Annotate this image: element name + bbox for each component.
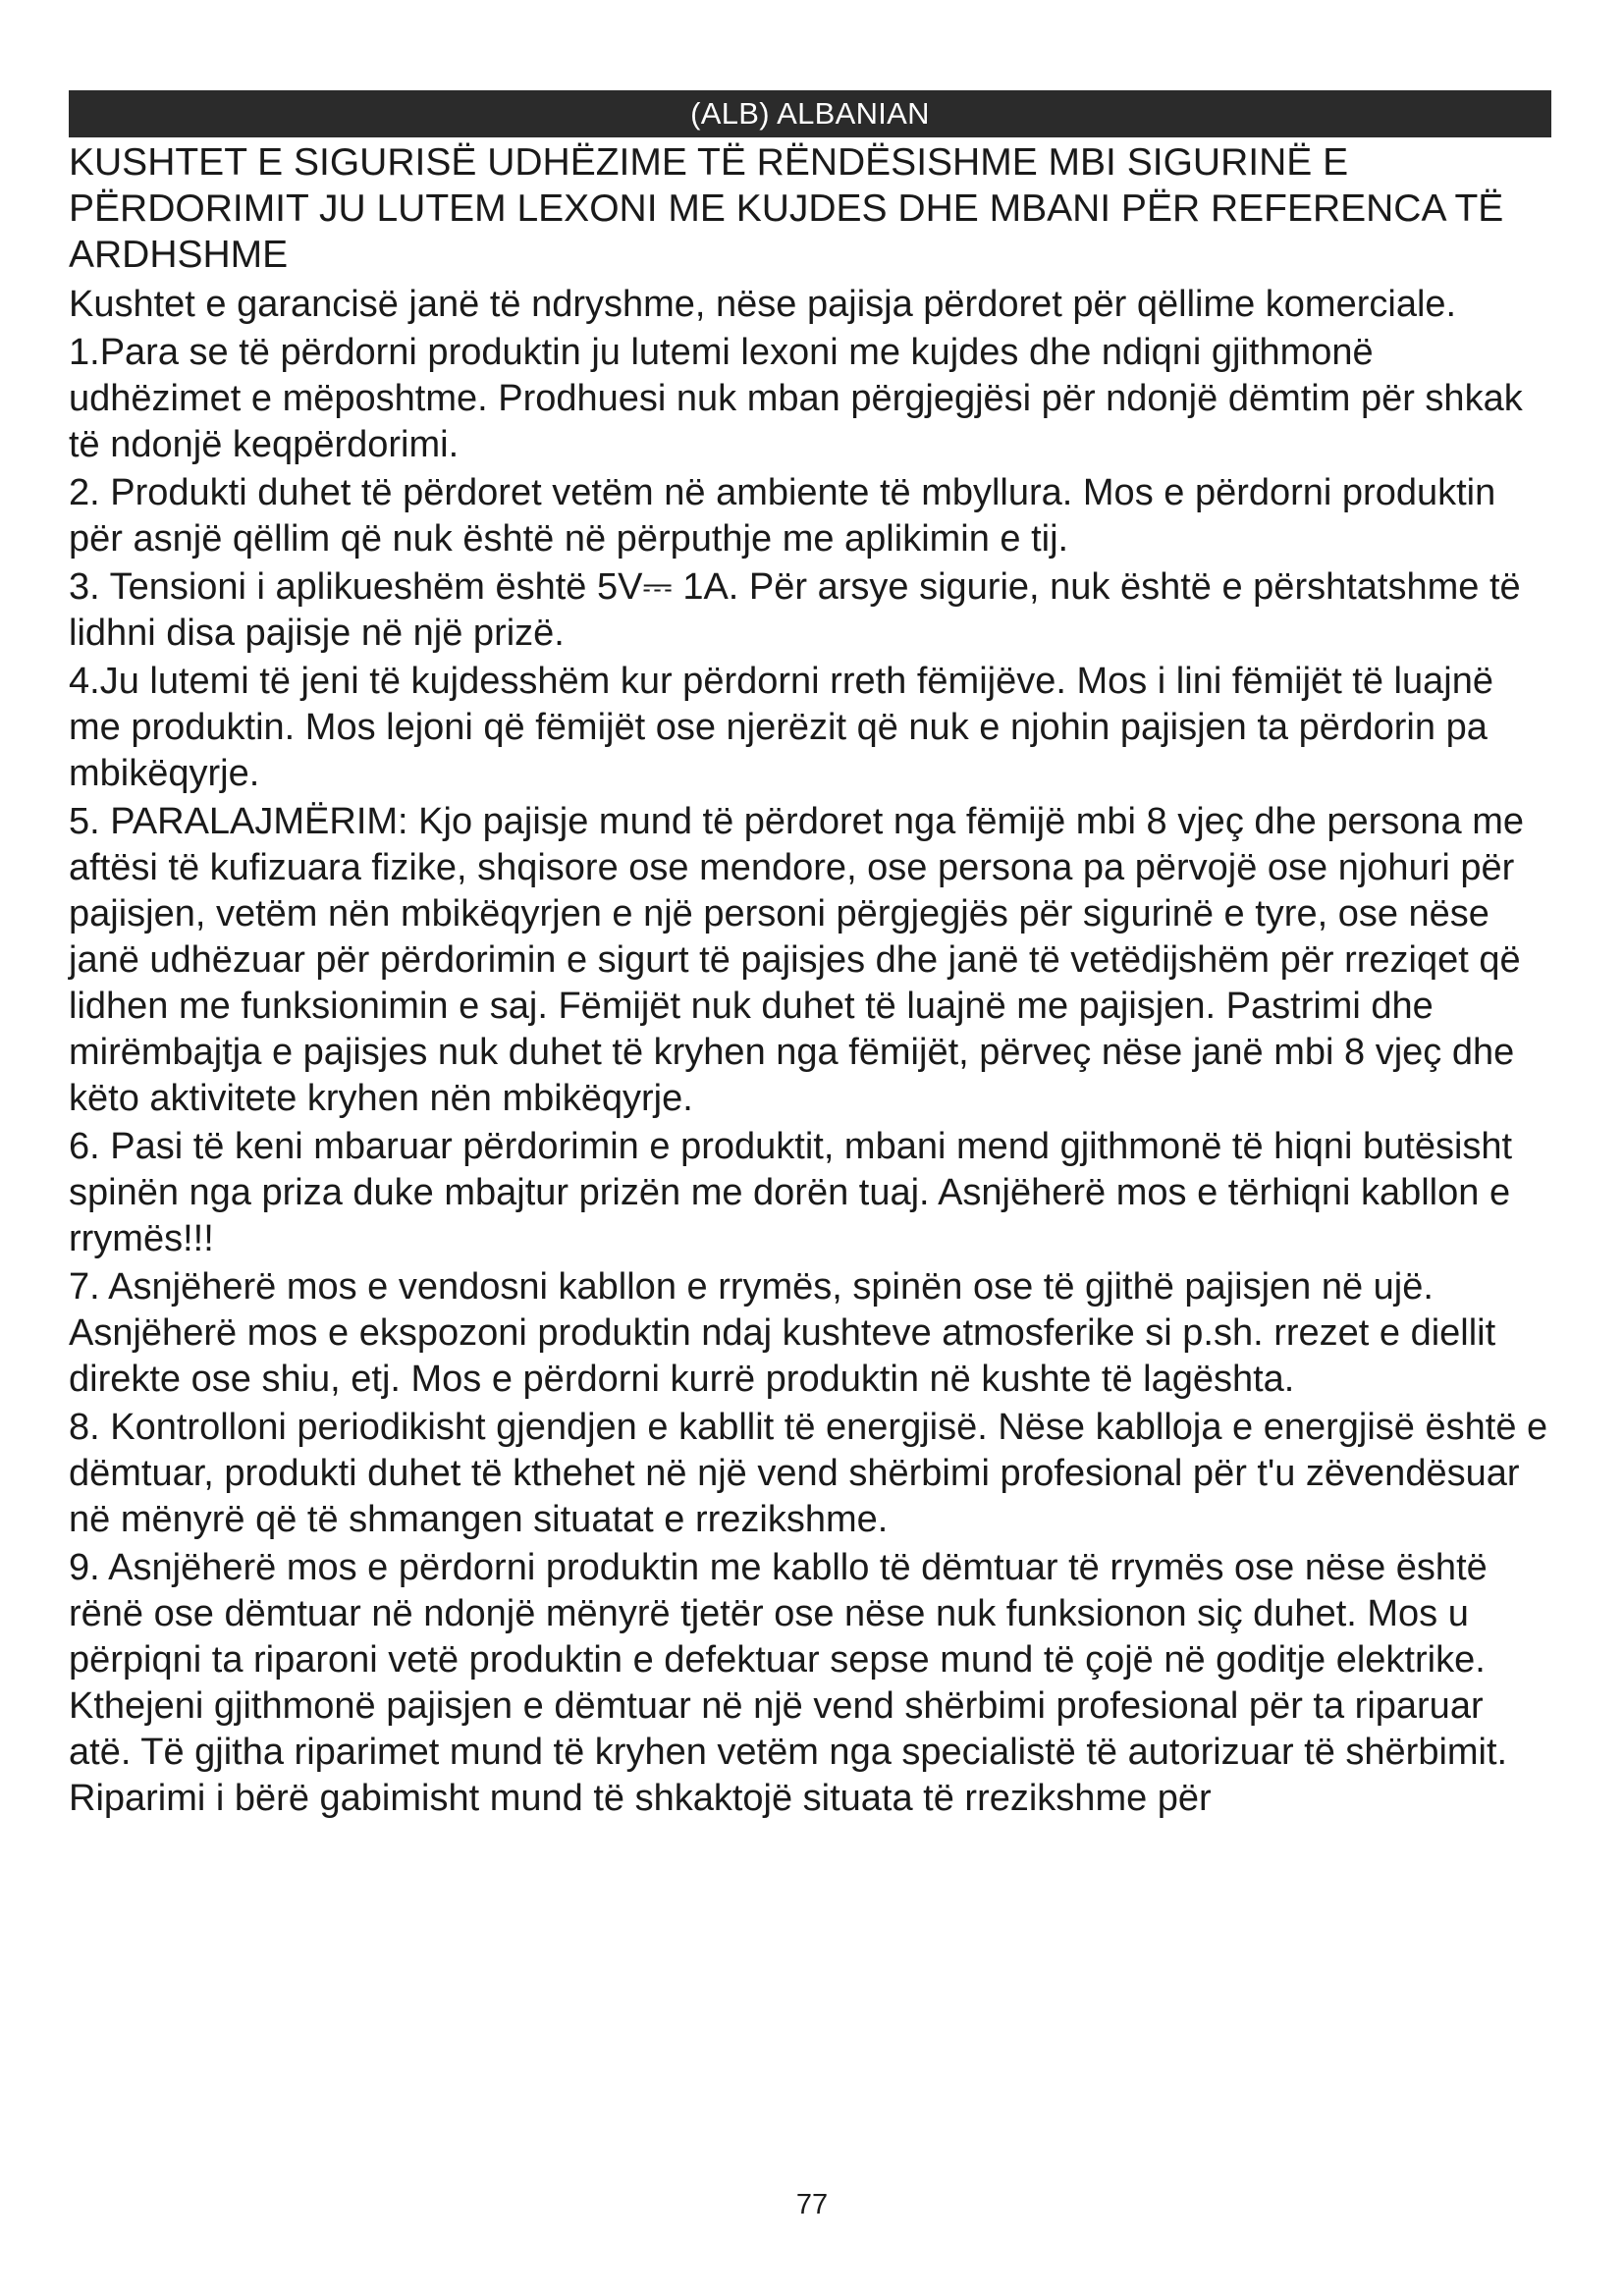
paragraph-item-6: 6. Pasi të keni mbaruar përdorimin e produktit, mbani mend gjithmonë të hiqni butësisht spinën nga priza duke mbajtur prizën me dorën tuaj. Asnjëherë mos e tërhiqni kabllon e rrymës!!! [69, 1126, 1513, 1259]
paragraph-item-3: 3. Tensioni i aplikueshëm është 5V⎓ 1A. Për arsye sigurie, nuk është e përshtatshme të lidhni disa pajisje në një prizë. [69, 566, 1521, 654]
safety-heading: KUSHTET E SIGURISË UDHËZIME TË RËNDËSISHME MBI SIGURINË E PËRDORIMIT JU LUTEM LEXONI ME KUJDES DHE MBANI PËR REFERENCA TË ARDHSHME [69, 141, 1504, 276]
paragraph-item-7: 7. Asnjëherë mos e vendosni kabllon e rrymës, spinën ose të gjithë pajisjen në ujë. Asnjëherë mos e ekspozoni produktin ndaj kushteve atmosferike si p.sh. rrezet e diellit direkte ose shiu, etj. Mos e përdorni kurrë produktin në kushte të lagështa. [69, 1266, 1496, 1400]
paragraph-item-4: 4.Ju lutemi të jeni të kujdesshëm kur përdorni rreth fëmijëve. Mos i lini fëmijët të luajnë me produktin. Mos lejoni që fëmijët ose njerëzit që nuk e njohin pajisjen ta përdorin pa mbikëqyrje. [69, 661, 1493, 794]
paragraph-item-8: 8. Kontrolloni periodikisht gjendjen e kabllit të energjisë. Nëse kablloja e energjisë është e dëmtuar, produkti duhet të kthehet në një vend shërbimi profesional për t'u zëvendësuar në mënyrë që të shmangen situatat e rrezikshme. [69, 1407, 1548, 1540]
manual-page [69, 90, 1551, 1824]
page-number: 77 [795, 2189, 829, 2220]
paragraph-item-1: 1.Para se të përdorni produktin ju lutemi lexoni me kujdes dhe ndiqni gjithmonë udhëzimet e mëposhtme. Prodhuesi nuk mban përgjegjësi për ndonjë dëmtim për shkak të ndonjë keqpërdorimi. [69, 332, 1523, 465]
paragraph-item-2: 2. Produkti duhet të përdoret vetëm në ambiente të mbyllura. Mos e përdorni produktin për asnjë qëllim që nuk është në përputhje me aplikimin e tij. [69, 472, 1496, 560]
paragraph-item-9: 9. Asnjëherë mos e përdorni produktin me kabllo të dëmtuar të rrymës ose nëse është rënë ose dëmtuar në ndonjë mënyrë tjetër ose nëse nuk funksionon siç duhet. Mos u përpiqni ta riparoni vetë produktin e defektuar sepse mund të çojë në goditje elektrike. Kthejeni gjithmonë pajisjen e dëmtuar në një vend shërbimi profesional për ta riparuar atë. Të gjitha riparimet mund të kryhen vetëm nga specialistë të autorizuar të shërbimit. Riparimi i bërë gabimisht mund të shkaktojë situata të rrezikshme për [69, 1547, 1508, 1819]
language-header-bar: (ALB) ALBANIAN [69, 90, 1551, 137]
paragraph-item-5: 5. PARALAJMËRIM: Kjo pajisje mund të përdoret nga fëmijë mbi 8 vjeç dhe persona me aftësi të kufizuara fizike, shqisore ose mendore, ose persona pa përvojë ose njohuri për pajisjen, vetëm nën mbikëqyrjen e një personi përgjegjës për sigurinë e tyre, ose nëse janë udhëzuar për përdorimin e sigurt të pajisjes dhe janë të vetëdijshëm për rreziqet që lidhen me funksionimin e saj. Fëmijët nuk duhet të luajnë me pajisjen. Pastrimi dhe mirëmbajtja e pajisjes nuk duhet të kryhen nga fëmijët, përveç nëse janë mbi 8 vjeç dhe këto aktivitete kryhen nën mbikëqyrje. [69, 801, 1524, 1119]
paragraph-warranty: Kushtet e garancisë janë të ndryshme, nëse pajisja përdoret për qëllime komerciale. [69, 284, 1457, 325]
